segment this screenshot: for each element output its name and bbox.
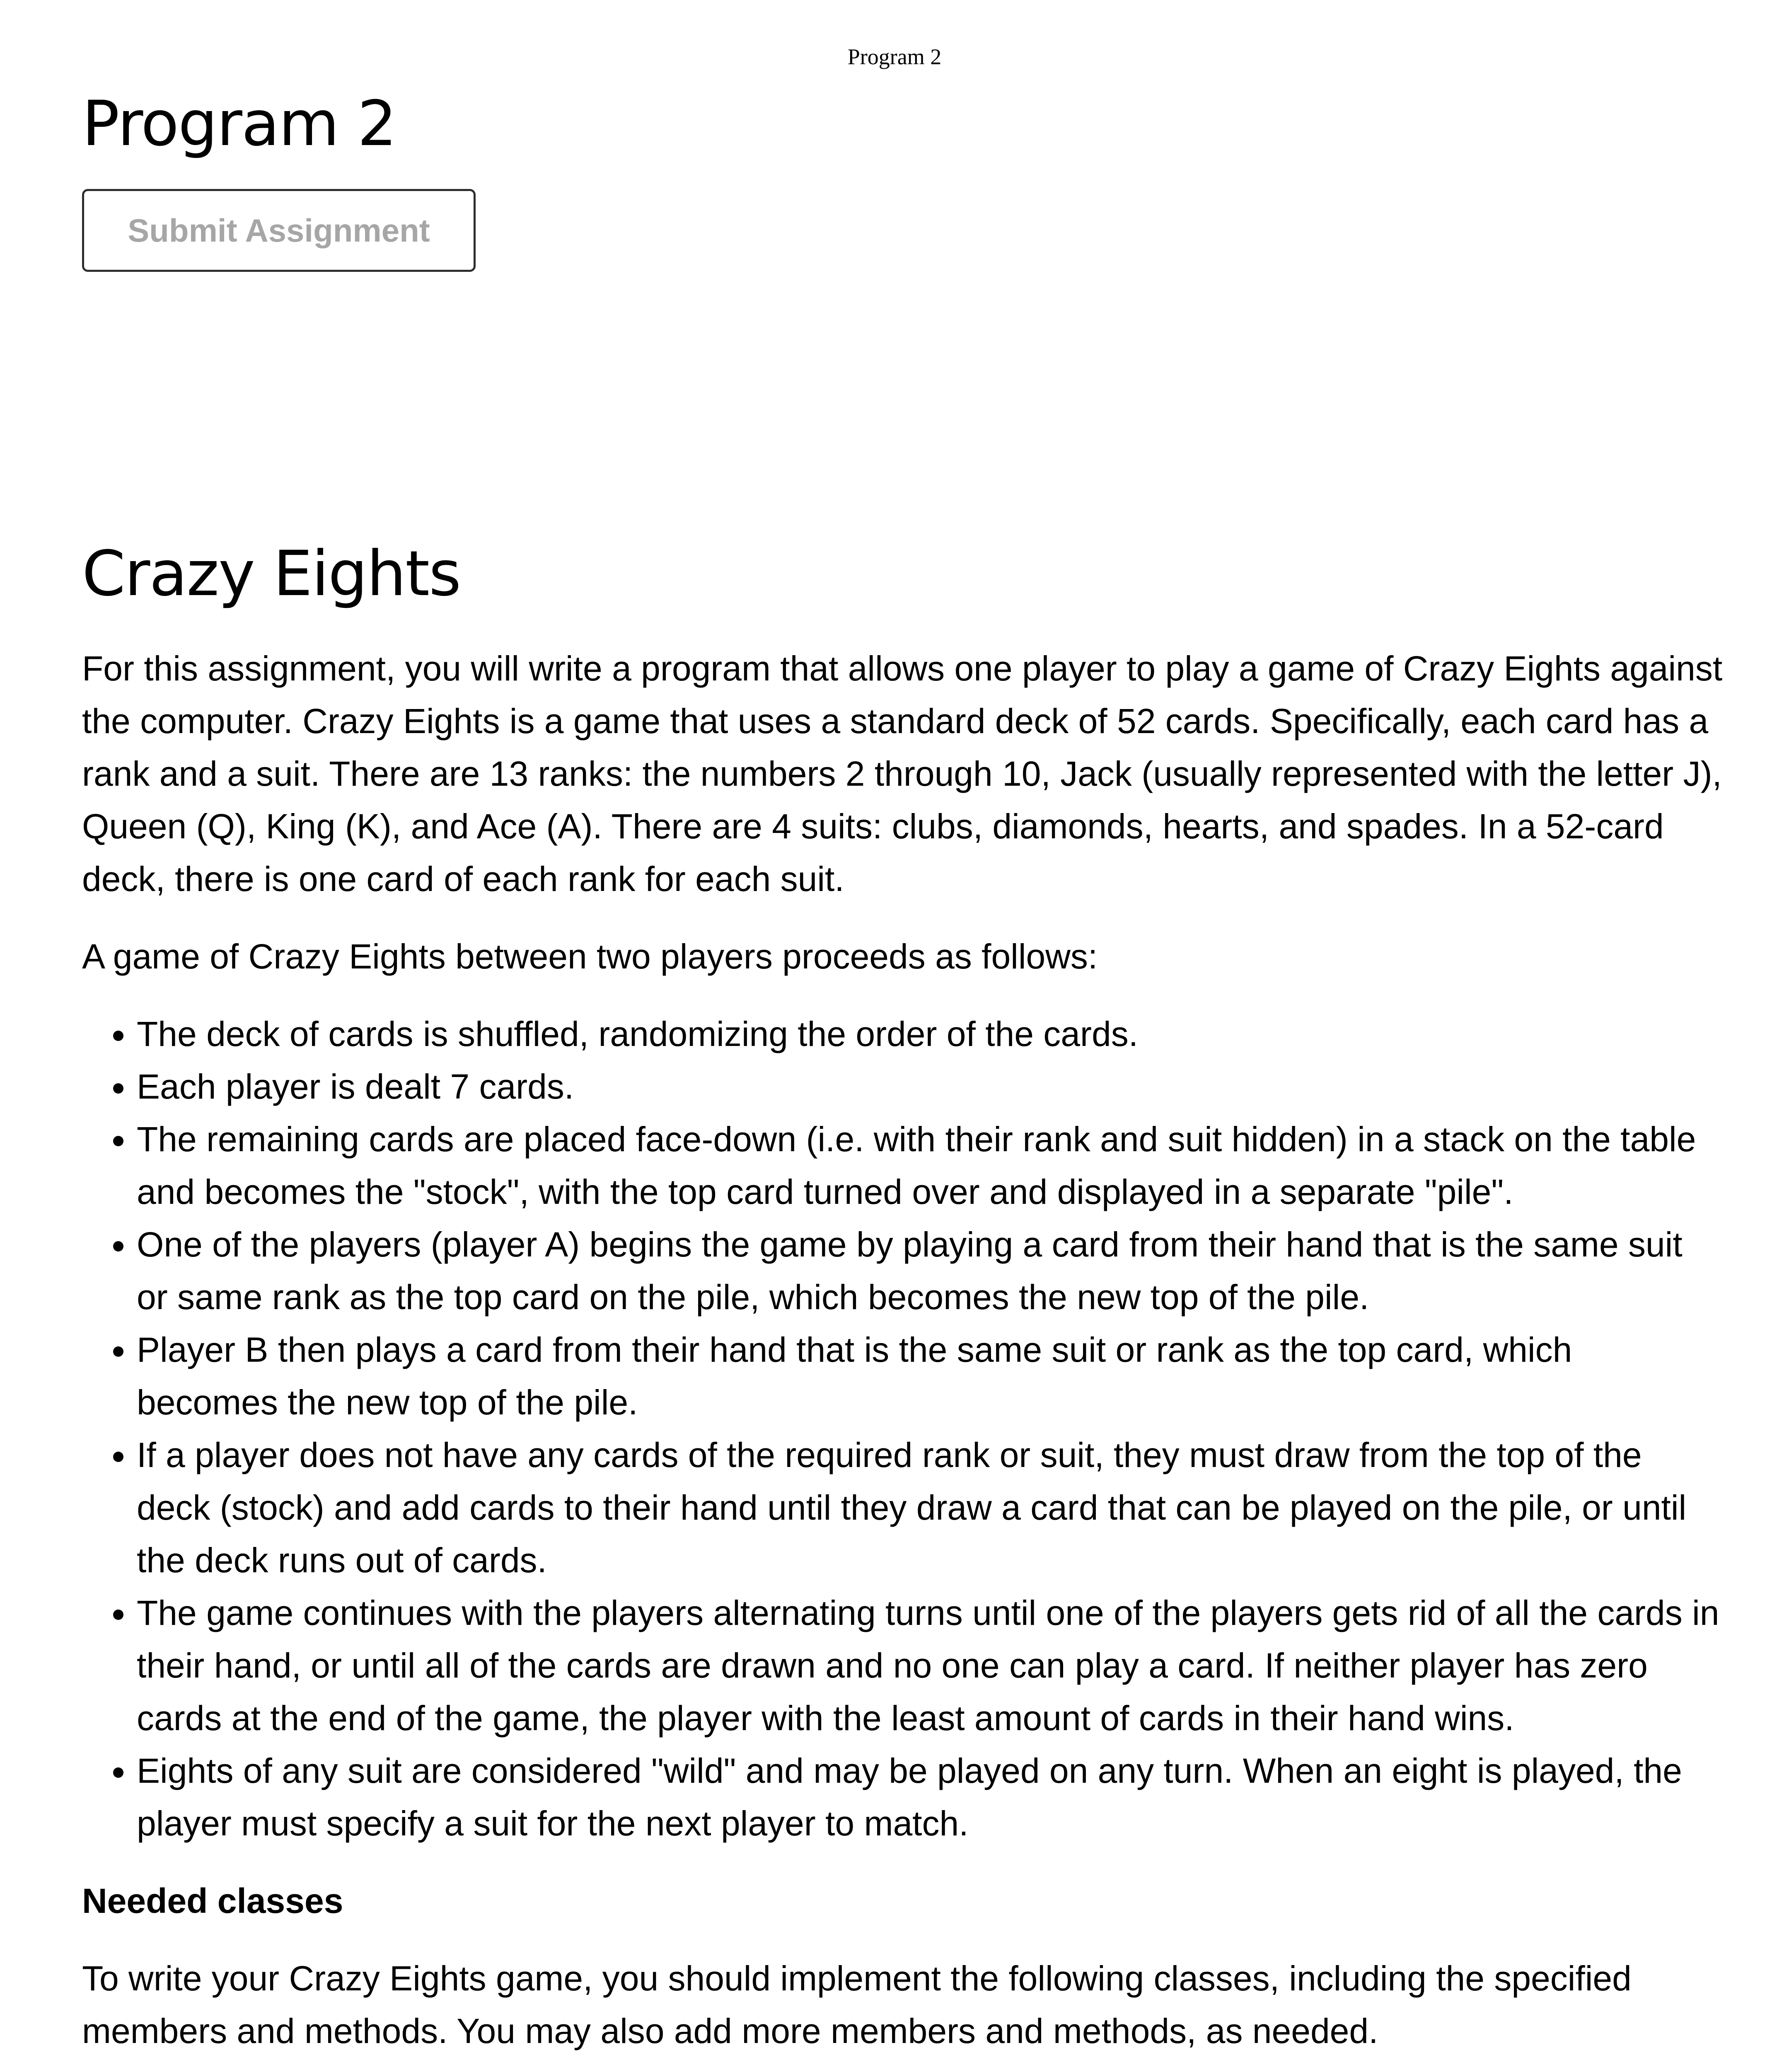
rules-intro-paragraph: A game of Crazy Eights between two players proceeds as follows: xyxy=(82,937,1098,976)
rule-item: • Each player is dealt 7 cards. xyxy=(137,1060,1723,1113)
rule-item: • The game continues with the players alternating turns until one of the players gets rid of all the cards in their hand, or until all of the cards are drawn and no one can play a card. If neither player has zero cards at the end of the game, the player with the least amount of cards in their hand wins. xyxy=(137,1587,1723,1745)
rule-item: • Player B then plays a card from their hand that is the same suit or rank as the top card, which becomes the new top of the pile. xyxy=(137,1324,1723,1429)
section-title: Crazy Eights xyxy=(82,538,461,610)
rule-item: • One of the players (player A) begins the game by playing a card from their hand that is the same suit or same rank as the top card on the pile, which becomes the new top of the pile. xyxy=(137,1218,1723,1324)
assignment-description xyxy=(82,526,1723,2072)
rule-item: • The remaining cards are placed face-down (i.e. with their rank and suit hidden) in a stack on the table and becomes the "stock", with the top card turned over and displayed in a separate "pile". xyxy=(137,1113,1723,1218)
rule-item: • If a player does not have any cards of the required rank or suit, they must draw from the top of the deck (stock) and add cards to their hand until they draw a card that can be played on the pile, or until the deck runs out of cards. xyxy=(137,1429,1723,1587)
intro-paragraph: For this assignment, you will write a program that allows one player to play a game of Crazy Eights against the computer. Crazy Eights is a game that uses a standard deck of 52 cards. Specifically, each card has a rank and a suit. There are 13 ranks: the numbers 2 through 10, Jack (usually represented with the letter J), Queen (Q), King (K), and Ace (A). There are 4 suits: clubs, diamonds, hearts, and spades. In a 52-card deck, there is one card of each rank for each suit. xyxy=(82,649,1723,898)
needed-classes-heading: Needed classes xyxy=(82,1881,343,1920)
rule-item: • The deck of cards is shuffled, randomizing the order of the cards. xyxy=(137,1008,1723,1060)
submit-assignment-button[interactable]: Submit Assignment xyxy=(82,189,476,272)
running-header: Program 2 xyxy=(847,44,942,69)
classes-intro-paragraph: To write your Crazy Eights game, you should implement the following classes, including the specified members and methods. You may also add more members and methods, as needed. xyxy=(82,1959,1632,2050)
page-title: Program 2 xyxy=(82,88,396,160)
rule-item: • Eights of any suit are considered "wild" and may be played on any turn. When an eight is played, the player must specify a suit for the next player to match. xyxy=(137,1745,1723,1850)
rules-list xyxy=(82,1008,1723,1850)
